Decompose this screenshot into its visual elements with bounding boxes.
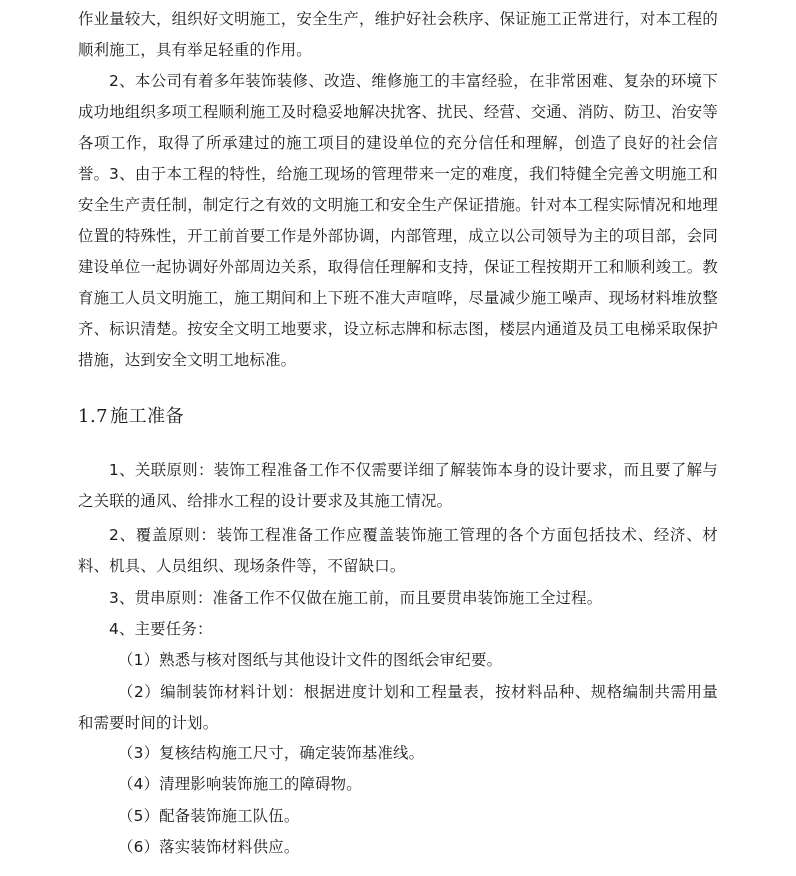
paragraph-main-tasks: 4、主要任务： [109, 620, 213, 638]
paragraph-continuation: 作业量较大，组织好文明施工，安全生产，维护好社会秩序、保证施工正常进行，对本工程的顺利施工，具有举足轻重的作用。 [78, 10, 718, 59]
paragraph-principle-association: 1、关联原则：装饰工程准备工作不仅需要详细了解装饰本身的设计要求，而且要了解与之关联的通风、给排水工程的设计要求及其施工情况。 [78, 461, 718, 510]
task-item: （4）清理影响装饰施工的障碍物。 [118, 775, 362, 793]
paragraph-principle-coverage: 2、覆盖原则：装饰工程准备工作应覆盖装饰施工管理的各个方面包括技术、经济、材料、机具、人员组织、现场条件等，不留缺口。 [78, 526, 718, 575]
section-heading [78, 402, 184, 432]
paragraph-site-management: 3、由于本工程的特性，给施工现场的管理带来一定的难度，我们特健全完善文明施工和安全生产责任制，制定行之有效的文明施工和安全生产保证措施。针对本工程实际情况和地理位置的特殊性，开工前首要工作是外部协调，内部管理，成立以公司领导为主的项目部，会同建设单位一起协调好外部周边关系，取得信任理解和支持，保证工程按期开工和顺利竣工。教育施工人员文明施工，施工期间和上下班不准大声喧哗，尽量减少施工噪声、现场材料堆放整齐、标识清楚。按安全文明工地要求，设立标志牌和标志图，楼层内通道及员工电梯采取保护措施，达到安全文明工地标准。 [78, 165, 718, 369]
task-item: （1）熟悉与核对图纸与其他设计文件的图纸会审纪要。 [118, 651, 503, 669]
task-item: （5）配备装饰施工队伍。 [118, 807, 300, 825]
task-item: （2）编制装饰材料计划：根据进度计划和工程量表，按材料品种、规格编制共需用量和需要时间的计划。 [78, 683, 718, 732]
task-item: （6）落实装饰材料供应。 [118, 838, 300, 856]
task-item: （3）复核结构施工尺寸，确定装饰基准线。 [118, 744, 425, 762]
paragraph-experience: 2、本公司有着多年装饰装修、改造、维修施工的丰富经验，在非常困难、复杂的环境下成功地组织多项工程顺利施工及时稳妥地解决扰客、扰民、经营、交通、消防、防卫、治安等各项工作，取得了所承建过的施工项目的建设单位的充分信任和理解，创造了良好的社会信誉。 [78, 72, 718, 183]
section-number: 1.7 [78, 406, 109, 427]
paragraph-principle-throughout: 3、贯串原则：准备工作不仅做在施工前，而且要贯串装饰施工全过程。 [109, 589, 603, 607]
section-title: 施工准备 [110, 406, 185, 427]
